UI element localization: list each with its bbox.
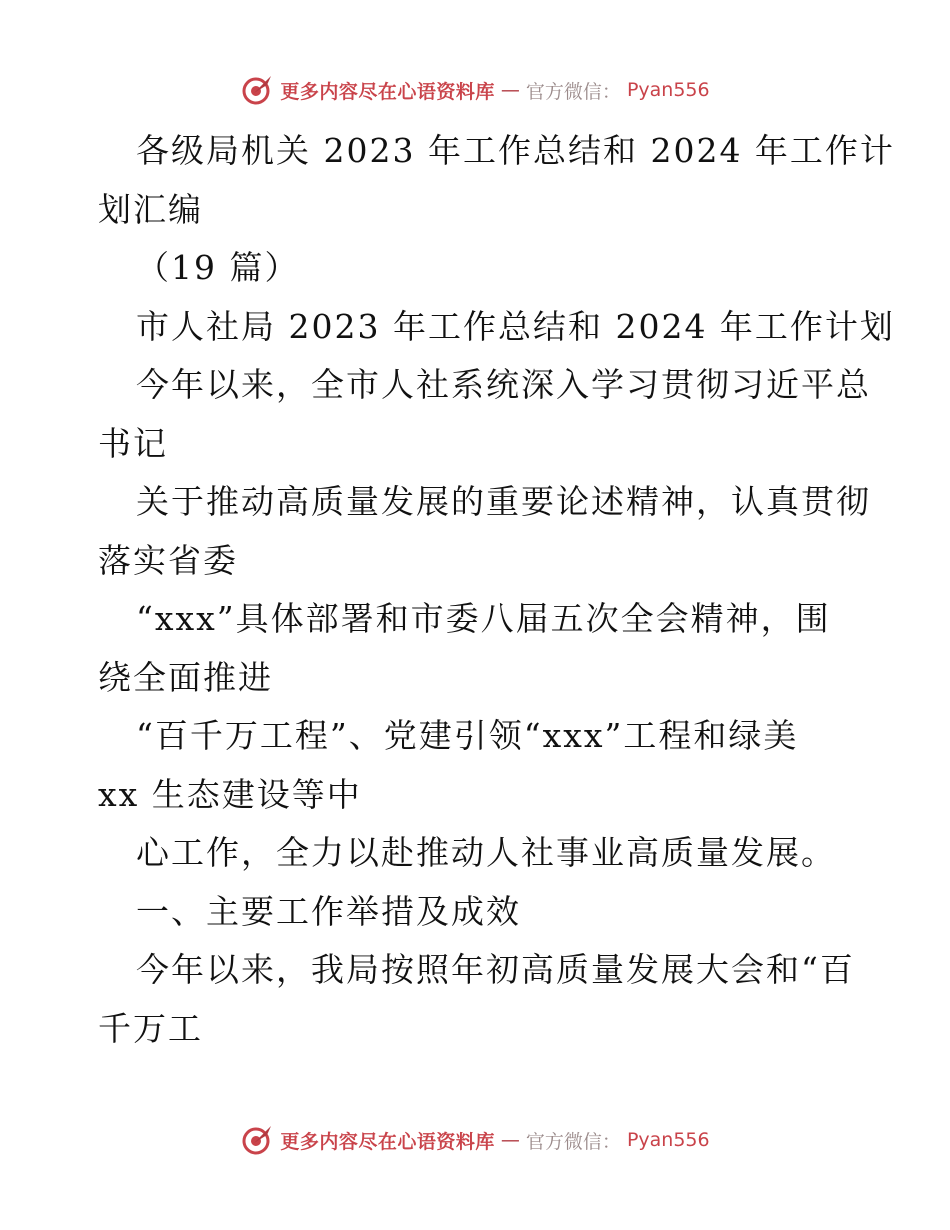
watermark-account: Pyan556	[626, 79, 710, 101]
doc-heading-line: 一、主要工作举措及成效	[136, 891, 521, 931]
document-body	[98, 122, 895, 1058]
doc-paragraph-line: 今年以来，全市人社系统深入学习贯彻习近平总	[136, 365, 871, 404]
doc-paragraph-line: 心工作，全力以赴推动人社事业高质量发展。	[136, 833, 836, 872]
doc-paragraph-line: 落实省委	[98, 540, 238, 580]
watermark-label: 官方微信：	[525, 1130, 621, 1153]
doc-paragraph-line: 书记	[98, 423, 168, 463]
watermark-dash: —	[500, 79, 520, 101]
watermark-dash: —	[500, 1129, 520, 1151]
doc-paragraph-line: “百千万工程”、党建引领“xxx”工程和绿美	[136, 716, 799, 755]
doc-count-line: （19 篇）	[136, 248, 300, 287]
footer-watermark	[0, 1122, 950, 1158]
doc-paragraph-line: 千万工	[98, 1008, 203, 1048]
watermark-label: 官方微信：	[525, 80, 621, 103]
feather-circle-logo-icon	[240, 73, 274, 107]
header-watermark	[0, 72, 950, 108]
feather-circle-logo-icon	[240, 1123, 274, 1157]
watermark-site-text: 更多内容尽在心语资料库	[280, 80, 495, 103]
doc-title-line-2: 划汇编	[98, 189, 203, 229]
doc-paragraph-line: 今年以来，我局按照年初高质量发展大会和“百	[136, 950, 855, 989]
doc-paragraph-line: xx 生态建设等中	[98, 774, 362, 814]
watermark-account: Pyan556	[626, 1129, 710, 1151]
doc-paragraph-line: 关于推动高质量发展的重要论述精神，认真贯彻	[136, 482, 871, 521]
doc-paragraph-line: 绕全面推进	[98, 657, 273, 697]
doc-paragraph-line: “xxx”具体部署和市委八届五次全会精神，围	[136, 599, 831, 638]
doc-title-line-1: 各级局机关 2023 年工作总结和 2024 年工作计	[136, 131, 895, 170]
watermark-site-text: 更多内容尽在心语资料库	[280, 1130, 495, 1153]
doc-section-title: 市人社局 2023 年工作总结和 2024 年工作计划	[136, 306, 895, 346]
